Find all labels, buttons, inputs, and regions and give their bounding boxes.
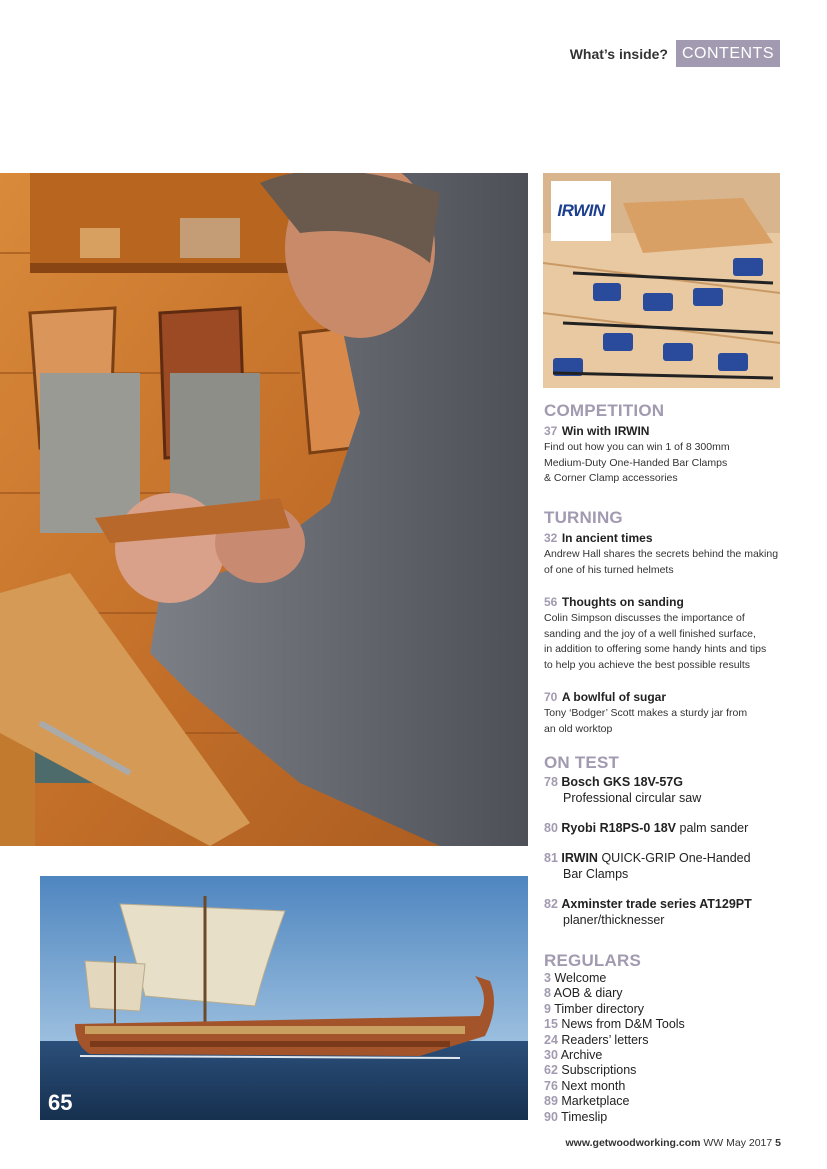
woodworker-photo	[0, 173, 528, 846]
website-link[interactable]: www.getwoodworking.com	[565, 1137, 701, 1149]
regular-entry[interactable]: 9 Timber directory	[544, 1001, 645, 1016]
regular-entry[interactable]: 90 Timeslip	[544, 1109, 608, 1124]
regular-entry[interactable]: 89 Marketplace	[544, 1094, 630, 1109]
article-entry[interactable]	[544, 422, 784, 487]
regular-entry[interactable]: 15 News from D&M Tools	[544, 1017, 685, 1032]
page-number: 81	[544, 851, 558, 865]
page-number: 37	[544, 424, 558, 438]
irwin-clamps-photo	[543, 173, 780, 388]
page-number: 78	[544, 775, 558, 789]
product-brand: IRWIN	[561, 851, 598, 865]
article-title: Win with IRWIN	[561, 424, 650, 438]
article-entry[interactable]	[544, 688, 784, 737]
product-brand: Ryobi R18PS-0 18V	[561, 821, 677, 835]
test-entry[interactable]	[544, 820, 784, 836]
regulars-section	[544, 951, 784, 1125]
article-title: In ancient times	[561, 531, 653, 545]
product-description: QUICK-GRIP One-Handed	[597, 851, 751, 865]
article-title: A bowlful of sugar	[561, 690, 667, 704]
product-brand: Bosch GKS 18V-57G	[561, 775, 683, 789]
page-number: 56	[544, 595, 558, 609]
on-test-section	[544, 753, 784, 942]
product-description: Professional circular saw	[563, 791, 702, 805]
article-entry[interactable]	[544, 529, 784, 578]
contents-tab: CONTENTS	[676, 40, 780, 67]
regular-entry[interactable]: 24 Readers’ letters	[544, 1032, 649, 1047]
regular-entry[interactable]: 76 Next month	[544, 1078, 626, 1093]
test-entry[interactable]	[544, 896, 784, 928]
page-number: 32	[544, 531, 558, 545]
photo-page-reference: 65	[48, 1090, 73, 1115]
trireme-photo	[40, 876, 528, 1120]
competition-section	[544, 401, 784, 487]
regular-entry[interactable]: 8 AOB & diary	[544, 986, 623, 1001]
article-description: Find out how you can win 1 of 8 300mm Medium-Duty One-Handed Bar Clamps & Corner Clamp accessories	[544, 441, 730, 484]
regular-entry[interactable]: 30 Archive	[544, 1048, 603, 1063]
page-number-footer: 5	[775, 1137, 781, 1149]
article-title: Thoughts on sanding	[561, 595, 684, 609]
article-description: Tony ‘Bodger’ Scott makes a sturdy jar from an old worktop	[544, 707, 748, 735]
product-description: palm sander	[676, 821, 749, 835]
article-description: Andrew Hall shares the secrets behind the making of one of his turned helmets	[544, 548, 779, 576]
page-number: 82	[544, 897, 558, 911]
page-number: 70	[544, 690, 558, 704]
turning-section	[544, 508, 784, 737]
product-brand: Axminster trade series AT129PT	[561, 897, 752, 911]
page-number: 80	[544, 821, 558, 835]
test-entry[interactable]	[544, 774, 784, 806]
section-heading-competition: COMPETITION	[544, 401, 665, 420]
irwin-logo-text: IRWIN	[557, 201, 605, 220]
issue-label: WW May 2017	[703, 1137, 773, 1149]
header-label: What’s inside?	[569, 46, 668, 62]
article-entry[interactable]	[544, 593, 784, 673]
regular-entry[interactable]: 3 Welcome	[544, 971, 607, 985]
section-heading-on-test: ON TEST	[544, 753, 620, 772]
regular-entry[interactable]: 62 Subscriptions	[544, 1063, 637, 1078]
section-heading-turning: TURNING	[544, 508, 623, 527]
article-description: Colin Simpson discusses the importance of sanding and the joy of a well finished surface, in addition to offering some handy hints and tips to help you achieve the best possible results	[544, 612, 767, 671]
section-heading-regulars: REGULARS	[544, 951, 641, 970]
product-description: Bar Clamps	[563, 867, 629, 881]
page-footer	[566, 1137, 782, 1149]
irwin-logo	[551, 181, 611, 241]
product-description: planer/thicknesser	[563, 913, 665, 927]
test-entry[interactable]	[544, 850, 784, 882]
